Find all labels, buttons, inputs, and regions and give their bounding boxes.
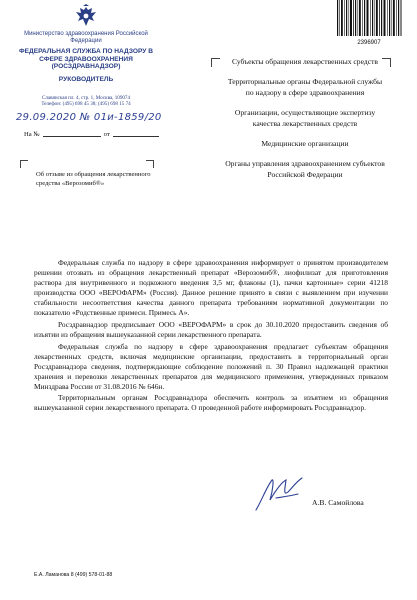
subject-bracket-left — [20, 160, 28, 168]
letter-body — [34, 258, 388, 415]
address-block — [14, 95, 158, 107]
agency-name: ФЕДЕРАЛЬНАЯ СЛУЖБА ПО НАДЗОРУ В СФЕРЕ ЗДРАВООХРАНЕНИЯ (РОСЗДРАВНАДЗОР) — [18, 48, 154, 71]
letter-subject: Об отзыве из обращения лекарственного средства «Верозомиб®» — [36, 171, 151, 187]
recipient-item: Организации, осуществляющие экспертизу качества лекарственных средств — [234, 107, 376, 128]
executor-contact: Е.А. Ламанова 8 (499) 578-01-88 — [34, 572, 113, 578]
recipient-item: Территориальные органы Федеральной службы по надзору в сфере здравоохранения — [227, 77, 383, 97]
body-paragraph: Росздравнадзор предписывает ООО «ВЕРОФАРМ» в срок до 30.10.2020 предоставить сведения об изъятии из обращения вышеуказанной серии лекарственного препарата. — [34, 319, 388, 340]
recipient-item: Медицинские организации — [261, 138, 349, 148]
recipient-bracket-left — [211, 58, 220, 67]
barcode — [336, 0, 402, 36]
body-paragraph: Федеральная служба по надзору в сфере здравоохранения информирует о принятом производителем решении отозвать из обращения лекарственный препарат «Верозомиб®, лиофилизат для приготовления раствора для внутривенного и подкожного введения 3,5 мг, флаконы (1), пачки картонные» серии 41218 производства ООО «ВЕРОФАРМ» (Россия). Данное решение принято в связи с выявлением при изучении стабильности несоответствия качества данного препарата требованиям нормативной документации по показателю «Родственные примеси. Примесь А». — [34, 258, 388, 318]
recipient-item: Субъекты обращения лекарственных средств — [231, 57, 379, 66]
signatory-name: А.В. Самойлова — [312, 498, 364, 507]
barcode-number: 2396907 — [357, 40, 381, 46]
subject-bracket-right — [146, 160, 154, 168]
ministry-name: Министерство здравоохранения Российской Федерации — [24, 31, 148, 44]
recipients-list — [224, 57, 386, 190]
ref-prefix: На № — [24, 131, 40, 138]
body-paragraph: Территориальным органам Росздравнадзора обеспечить контроль за изъятием из обращения вышеуказанной серии лекарственного препарата. О проведенной работе информировать Росздравнадзор. — [34, 393, 388, 413]
ref-number-line — [43, 136, 101, 137]
recipient-item: Органы управления здравоохранением субъектов Российской Федерации — [225, 158, 385, 179]
ref-date-line — [113, 136, 159, 137]
ref-from: от — [103, 131, 110, 138]
role-title: РУКОВОДИТЕЛЬ — [58, 76, 114, 83]
reference-row — [24, 131, 162, 138]
address-line: Славянская пл. 4, стр. 1, Москва, 109074 — [41, 95, 131, 101]
phone-line: Телефон: (495) 698 45 38; (495) 698 15 74 — [41, 101, 131, 108]
body-paragraph: Федеральная служба по надзору в сфере здравоохранения предлагает субъектам обращения лекарственных средств, включая медицинские организации, предоставить в территориальный орган Росздравнадзора сведения, подтверждающие соблюдение положений п. 30 Правил надлежащей практики хранения и перевозки лекарственных препаратов для медицинского применения, утвержденных приказом Минздрава России от 31.08.2016 № 646н. — [34, 341, 388, 391]
handwritten-signature — [252, 470, 312, 520]
eagle-emblem-icon — [74, 4, 98, 30]
handwritten-date-number: 29.09.2020 № 01и-1859/20 — [16, 112, 162, 123]
